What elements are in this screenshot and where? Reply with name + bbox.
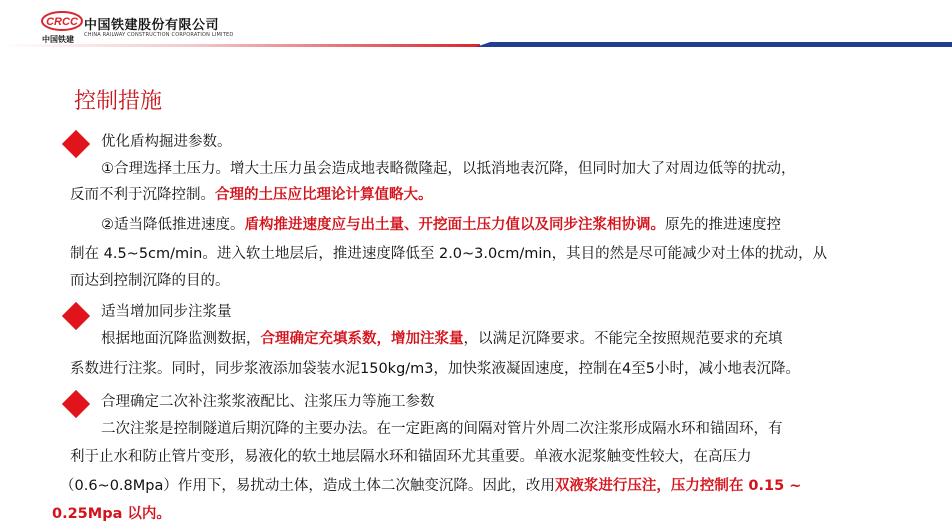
paragraph-line <box>60 477 801 496</box>
paragraph-line: 二次注浆是控制隧道后期沉降的主要办法。在一定距离的间隔对管片外周二次注浆形成隔水环和锚固环，有 <box>101 421 783 437</box>
company-name-en: CHINA RAILWAY CONSTRUCTION CORPORATION LIMITED <box>84 32 234 38</box>
text-run: 原先的推进速度控 <box>665 217 781 233</box>
page-title: 控制措施 <box>74 89 163 114</box>
header-blue-band <box>476 42 952 47</box>
paragraph-line: 利于止水和防止管片变形，易液化的软土地层隔水环和锚固环尤其重要。单液水泥浆触变性较大，在高压力 <box>70 449 752 465</box>
text-run: 根据地面沉降监测数据， <box>101 331 261 347</box>
highlight-text: 双液浆进行压注，压力控制在 0.15 ~ <box>554 478 802 494</box>
paragraph-line <box>101 216 781 235</box>
highlight-text: 0.25Mpa 以内。 <box>52 506 171 522</box>
paragraph-line: 系数进行注浆。同时，同步浆液添加袋装水泥150kg/m3，加快浆液凝固速度，控制在4至5小时，减小地表沉降。 <box>70 361 800 377</box>
section-heading-3: 合理确定二次补注浆浆液配比、注浆压力等施工参数 <box>101 394 435 410</box>
logo-caption: 中国铁建 <box>42 35 74 44</box>
paragraph-line: ①合理选择土压力。增大土压力虽会造成地表略微隆起，以抵消地表沉降，但同时加大了对周边低等的扰动， <box>101 161 796 177</box>
diamond-bullet-icon <box>62 130 90 158</box>
text-run: ，以满足沉降要求。不能完全按照规范要求的充填 <box>463 331 783 347</box>
text-run: （0.6~0.8Mpa）作用下，易扰动土体，造成土体二次触变沉降。因此，改用 <box>60 478 555 494</box>
paragraph-line: 而达到控制沉降的目的。 <box>70 273 230 289</box>
highlight-text: 合理确定充填系数，增加注浆量 <box>260 331 464 347</box>
paragraph-line: 制在 4.5~5cm/min。进入软土地层后，推进速度降低至 2.0~3.0cm/min，其目的然是尽可能减少对土体的扰动，从 <box>70 246 828 262</box>
paragraph-line <box>101 330 783 349</box>
section-heading-2: 适当增加同步注浆量 <box>101 304 232 320</box>
header-red-band <box>0 44 480 47</box>
text-run: 反而不利于沉降控制。 <box>70 187 215 203</box>
section-heading-1: 优化盾构掘进参数。 <box>101 134 232 150</box>
paragraph-line <box>70 186 433 205</box>
text-run: ②适当降低推进速度。 <box>101 217 245 233</box>
diamond-bullet-icon <box>62 302 90 330</box>
company-name-cn: 中国铁建股份有限公司 <box>84 18 220 33</box>
highlight-text: 合理的土压应比理论计算值略大。 <box>215 187 433 203</box>
logo-mark-text: CRCC <box>46 16 78 28</box>
diamond-bullet-icon <box>62 390 90 418</box>
highlight-text: 盾构推进速度应与出土量、开挖面土压力值以及同步注浆相协调。 <box>244 217 665 233</box>
